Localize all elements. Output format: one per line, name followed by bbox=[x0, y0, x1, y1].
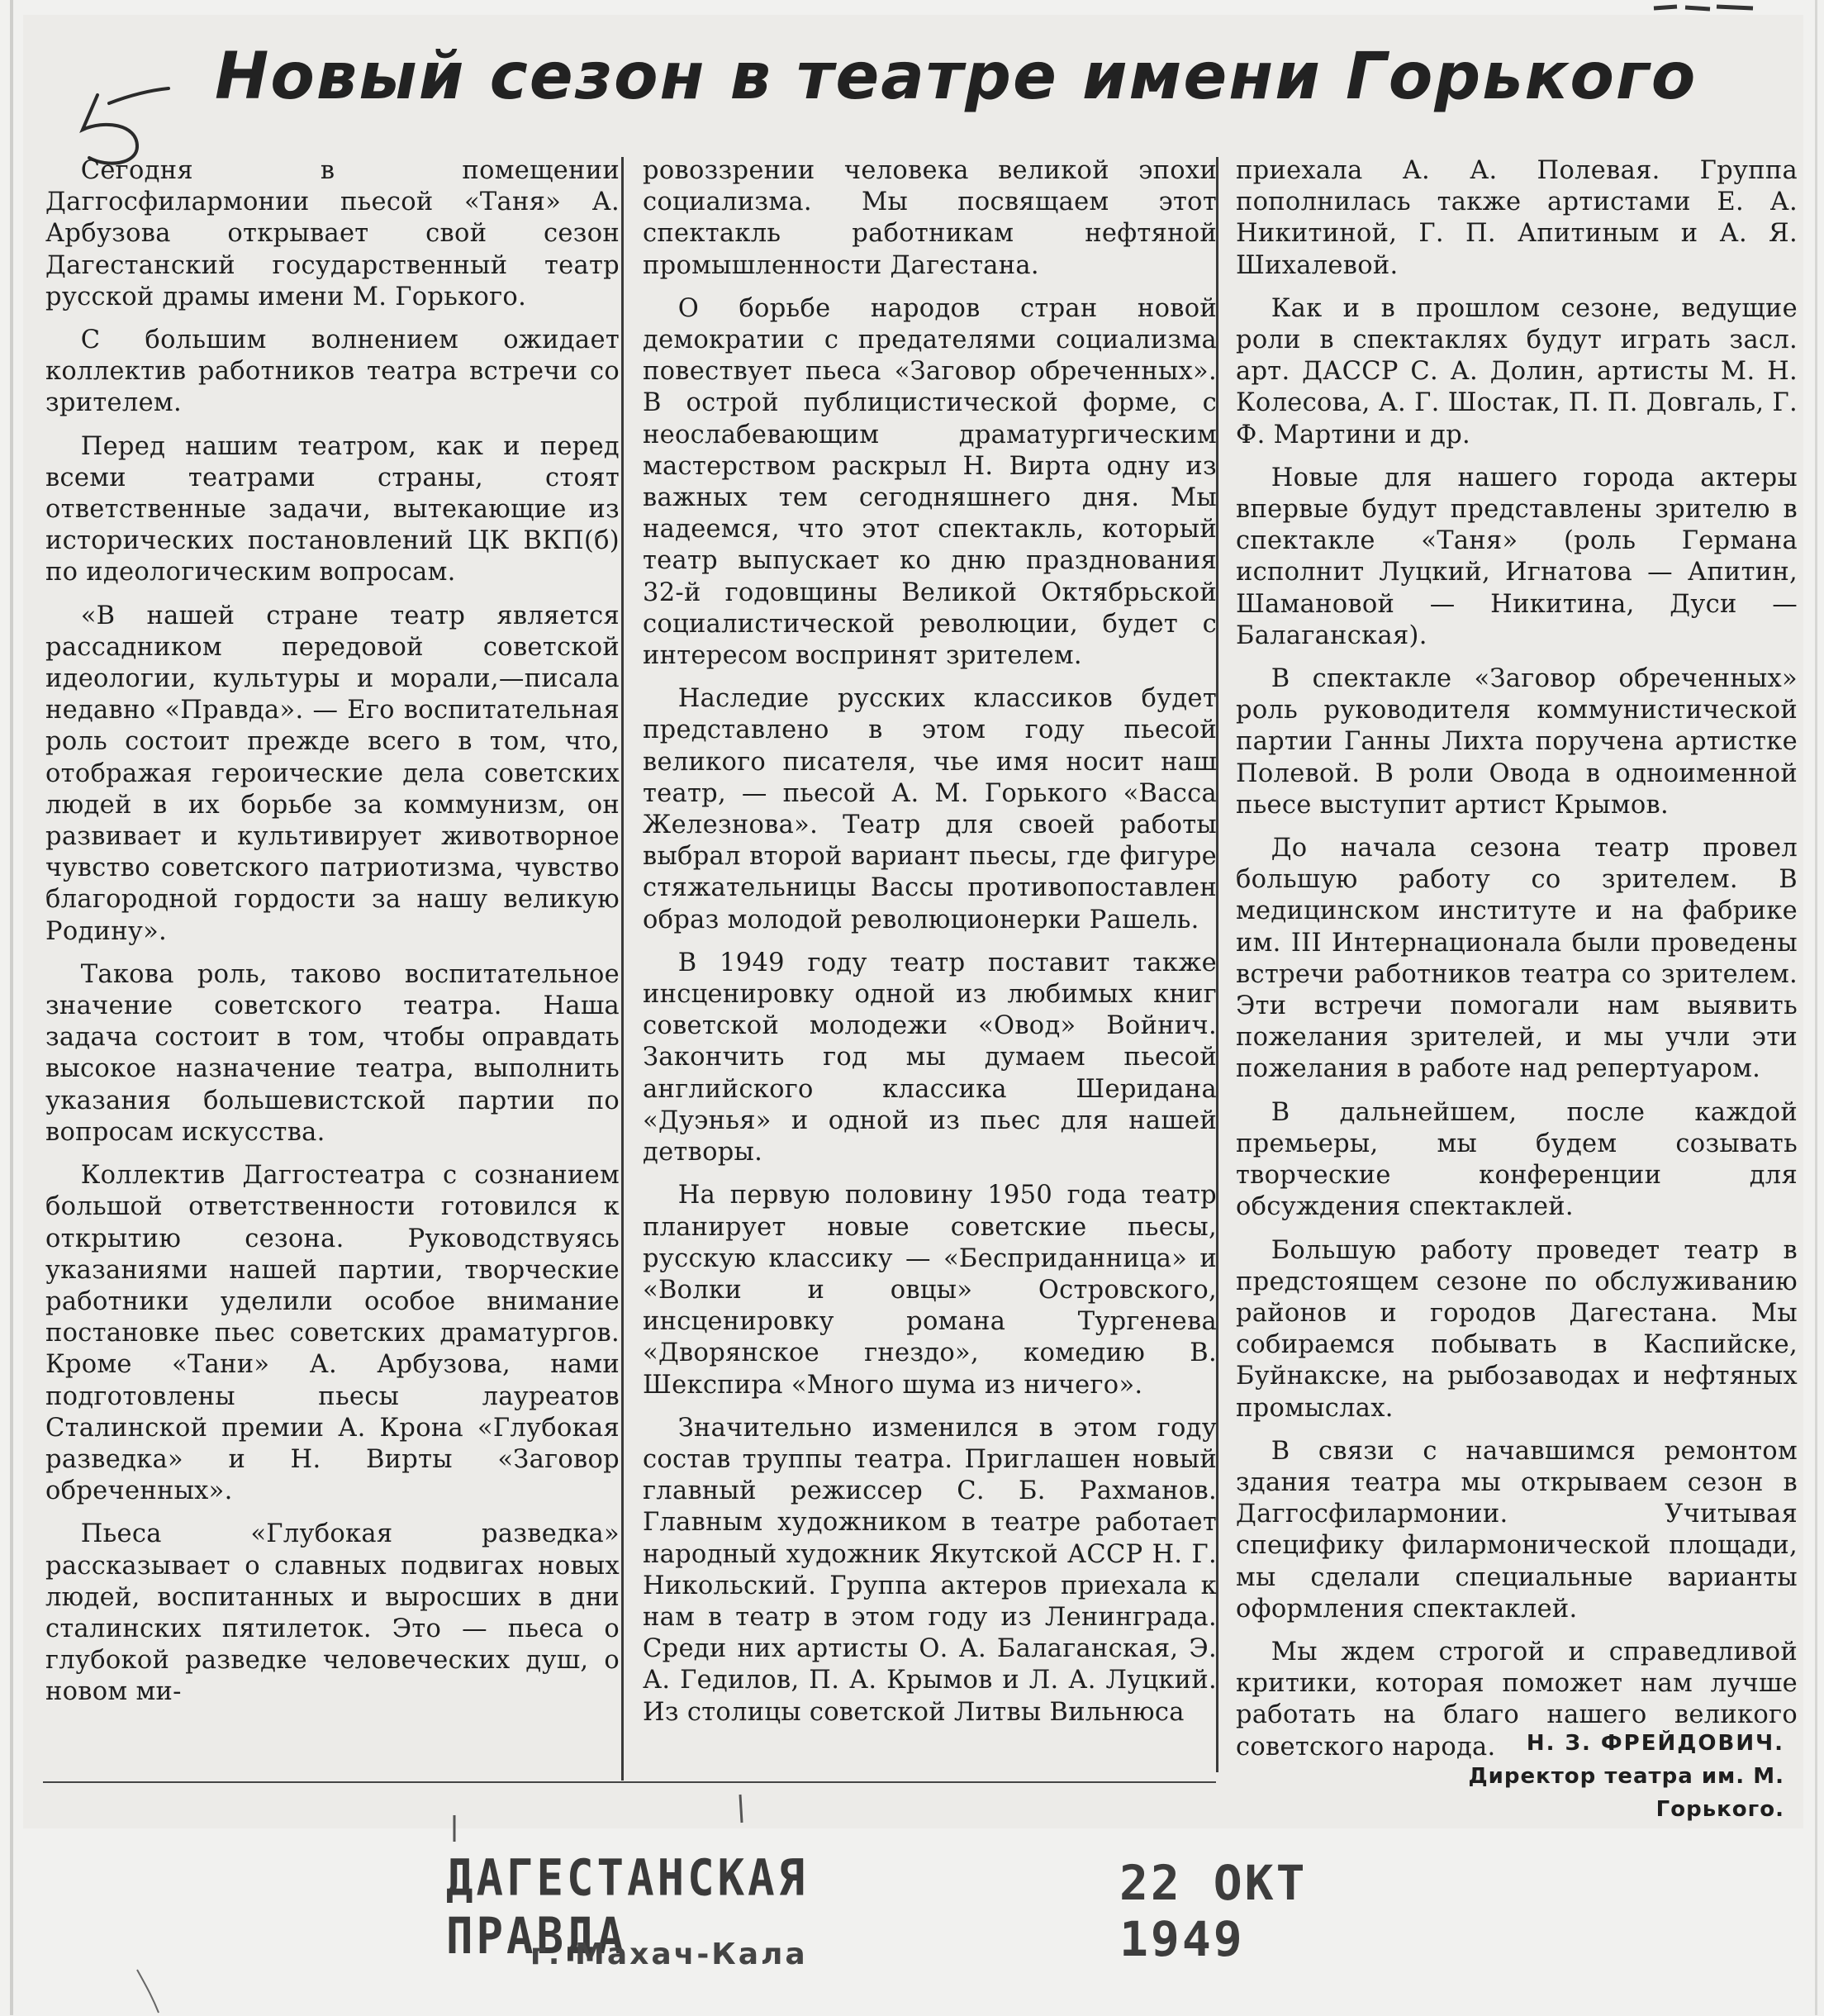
article-column-2 bbox=[643, 155, 1217, 1740]
article-paragraph: Такова роль, таково воспитательное значение советского театра. Наша задача состоит в том, чтобы оправдать высокое назначение театра, выполнить указания большевистской партии по вопросам искусства. bbox=[45, 959, 620, 1147]
article-paragraph: В связи с начавшимся ремонтом здания театра мы открываем сезон в Даггосфилармонии. Учитывая специфику филармонической площади, мы сделали специальные варианты оформления спектаклей. bbox=[1236, 1436, 1798, 1624]
article-column-3 bbox=[1236, 155, 1798, 1775]
article-paragraph: О борьбе народов стран новой демократии с предателями социализма повествует пьеса «Заговор обреченных». В острой публицистической форме, с неослабевающим драматургическим мастерством раскрыл Н. Вирта одну из важных тем сегодняшнего дня. Мы надеемся, что этот спектакль, который театр выпускает ко дню празднования 32-й годовщины Великой Октябрьской социалистической революции, будет с интересом воспринят зрителем. bbox=[643, 293, 1217, 671]
pencil-mark bbox=[735, 1793, 747, 1826]
author-name: Н. З. ФРЕЙДОВИЧ. bbox=[1526, 1731, 1784, 1756]
article-paragraph: В спектакле «Заговор обреченных» роль руководителя коммунистической партии Ганны Лихта поручена артистке Полевой. В роли Овода в одноименной пьесе выступит артист Крымов. bbox=[1236, 664, 1798, 820]
article-paragraph: ровоззрении человека великой эпохи социализма. Мы посвящаем этот спектакль работникам нефтяной промышленности Дагестана. bbox=[643, 156, 1217, 280]
article-paragraph: Как и в прошлом сезоне, ведущие роли в спектаклях будут играть засл. арт. ДАССР С. А. Долин, артисты М. Н. Колесова, А. Г. Шостак, П. П. Довгаль, Г. Ф. Мартини и др. bbox=[1236, 293, 1798, 449]
article-paragraph: Коллектив Даггостеатра с сознанием большой ответственности готовился к открытию сезона. Руководствуясь указаниями нашей партии, творческие работники уделили особое внимание постановке пьес советских драматургов. Кроме «Тани» А. Арбузова, нами подготовлены пьесы лауреатов Сталинской премии А. Крона «Глубокая разведка» и Н. Вирты «Заговор обреченных». bbox=[45, 1161, 620, 1506]
article-paragraph: Новые для нашего города актеры впервые будут представлены зрителю в спектакле «Таня» (роль Германа исполнит Луцкий, Игнатова — Апитин, Шамановой — Никитина, Дуси — Балаганская). bbox=[1236, 463, 1798, 650]
stamp-date: 22 ОКТ 1949 bbox=[1119, 1855, 1308, 1967]
author-role: Директор театра им. М. Горького. bbox=[1468, 1764, 1784, 1822]
article-paragraph: «В нашей стране театр является рассадником передовой советской идеологии, культуры и морали,—писала недавно «Правда». — Его воспитательная роль состоит прежде всего в том, что, отображая героические дела советских людей в их борьбе за коммунизм, он развивает и культивирует животворное чувство советского патриотизма, чувство благородной гордости за нашу великую Родину». bbox=[45, 601, 620, 946]
article-paragraph: В дальнейшем, после каждой премьеры, мы будем созывать творческие конференции для обсуждения спектаклей. bbox=[1236, 1097, 1798, 1222]
article-paragraph: На первую половину 1950 года театр планирует новые советские пьесы, русскую классику — «Бесприданница» и «Волки и овцы» Островского, инсценировку романа Тургенева «Дворянское гнездо», комедию В. Шекспира «Много шума из ничего». bbox=[643, 1181, 1217, 1400]
article-paragraph: С большим волнением ожидает коллектив работников театра встречи со зрителем. bbox=[45, 326, 620, 418]
article-paragraph: Наследие русских классиков будет представлено в этом году пьесой великого писателя, чье имя носит наш театр, — пьесой А. М. Горького «Васса Железнова». Театр для своей работы выбрал второй вариант пьесы, где фигуре стяжательницы Вассы противопоставлен образ молодой революционерки Рашель. bbox=[643, 684, 1217, 934]
article-paragraph: Мы ждем строгой и справедливой критики, которая поможет нам лучше работать на благо нашего великого советского народа. bbox=[1236, 1637, 1798, 1762]
article-paragraph: приехала А. А. Полевая. Группа пополнилась также артистами Е. А. Никитиной, Г. П. Апитиным и А. Я. Шихалевой. bbox=[1236, 156, 1798, 280]
bottom-rule bbox=[43, 1781, 1216, 1783]
top-edge-smudge bbox=[1652, 0, 1755, 15]
article-paragraph: В 1949 году театр поставит также инсценировку одной из любимых книг советской молодежи «Овод» Войнич. Закончить год мы думаем пьесой английского классика Шеридана «Дуэнья» и одной из пьес для нашей детворы. bbox=[643, 948, 1217, 1167]
page-edge-left bbox=[10, 0, 13, 2015]
article-headline: Новый сезон в театре имени Горького bbox=[215, 40, 1698, 114]
newspaper-stamp: ДАГЕСТАНСКАЯ ПРАВДА bbox=[446, 1848, 809, 1966]
article-signature bbox=[1355, 1727, 1784, 1826]
stamp-city: г. Махач-Кала bbox=[530, 1938, 808, 1971]
article-paragraph: Значительно изменился в этом году состав труппы театра. Приглашен новый главный режиссер С. Б. Рахманов. Главным художником в театре работает народный художник Якутской АССР Н. Г. Никольский. Группа актеров приехала к нам в театр в этом году из Ленинграда. Среди них артисты О. А. Балаганская, Э. А. Гедилов, П. А. Крымов и Л. А. Луцкий. Из столицы советской Литвы Вильнюса bbox=[643, 1413, 1217, 1727]
article-paragraph: До начала сезона театр провел большую работу со зрителем. В медицинском институте и на фабрике им. III Интернационала были проведены встречи работников театра со зрителем. Эти встречи помогали нам выявить пожелания зрителей, и мы учли эти пожелания в работе над репертуаром. bbox=[1236, 834, 1798, 1084]
column-rule bbox=[621, 157, 624, 1781]
pencil-mark bbox=[134, 1966, 167, 2016]
article-paragraph: Пьеса «Глубокая разведка» рассказывает о славных подвигах новых людей, воспитанных и выросших в дни сталинских пятилеток. Это — пьеса о глубокой разведке человеческих душ, о новом ми- bbox=[45, 1519, 620, 1707]
article-paragraph: Перед нашим театром, как и перед всеми театрами страны, стоят ответственные задачи, вытекающие из исторических постановлений ЦК ВКП(б) по идеологическим вопросам. bbox=[45, 431, 620, 587]
page-edge-right bbox=[1815, 0, 1817, 2015]
article-column-1 bbox=[45, 155, 620, 1720]
article-paragraph: Сегодня в помещении Даггосфилармонии пьесой «Таня» А. Арбузова открывает свой сезон Дагестанский государственный театр русской драмы имени М. Горького. bbox=[45, 156, 620, 311]
article-paragraph: Большую работу проведет театр в предстоящем сезоне по обслуживанию районов и городов Дагестана. Мы собираемся побывать в Каспийске, Буйнакске, на рыбозаводах и нефтяных промыслах. bbox=[1236, 1235, 1798, 1423]
pencil-mark bbox=[446, 1814, 463, 1847]
